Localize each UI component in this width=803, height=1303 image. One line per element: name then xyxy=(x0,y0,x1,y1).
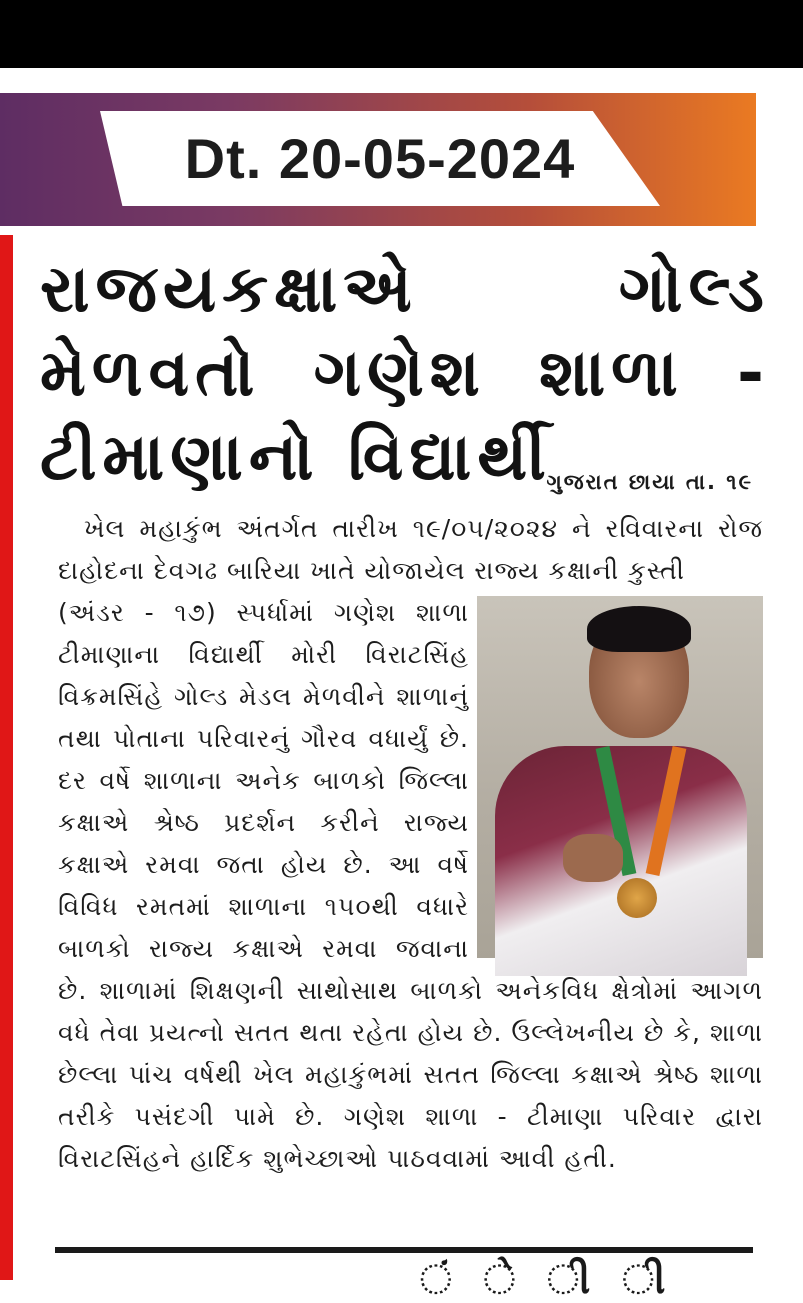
paragraph-lead: ખેલ મહાકુંભ અંતર્ગત તારીખ ૧૯/૦૫/૨૦૨૪ ને રવિવારના રોજ દાહોદના દેવગઢ બારિયા ખાતે યોજાયેલ રાજ્ય કક્ષાની કુસ્તી xyxy=(58,514,763,585)
photo-hand xyxy=(563,834,623,882)
article-byline: ગુજરાત છાયા તા. ૧૯ xyxy=(546,470,753,494)
article-lead-text xyxy=(58,508,763,592)
student-portrait-photo xyxy=(477,596,763,958)
paragraph-continuation: (અંડર - ૧૭) સ્પર્ધામાં ગણેશ શાળા ટીમાણાના વિદ્યાર્થી મોરી વિરાટસિંહ વિક્રમસિંહે ગોલ્ડ મેડલ મેળવીને શાળાનું તથા પોતાના પરિવારનું ગૌરવ વધાર્યું છે. દર વર્ષે શાળાના અનેક બાળકો જિલ્લા કક્ષાએ શ્રેષ્ઠ પ્રદર્શન કરીને રાજ્ય કક્ષાએ રમવા જતા હોય છે. આ વર્ષે વિવિધ રમતમાં શાળાના ૧૫૦થી વધારે બાળકો રાજ્ય કક્ષાએ રમવા જવાના છે. શાળામાં શિક્ષણની સાથોસાથ બાળકો અનેકવિધ ક્ષેત્રોમાં આગળ વધે તેવા પ્રયત્નો સતત થતા રહેતા હોય છે. ઉલ્લેખનીય છે કે, શાળા છેલ્લા પાંચ વર્ષથી ખેલ મહાકુંભમાં સતત જિલ્લા કક્ષાએ શ્રેષ્ઠ શાળા તરીકે પસંદગી પામે છે. ગણેશ શાળા - ટીમાણા પરિવાર દ્વારા વિરાટસિંહને હાર્દિક શુભેચ્છાઓ પાઠવવામાં આવી હતી. xyxy=(58,598,763,1173)
article-headline: રાજયકક્ષાએ ગોલ્ડ મેળવતો ગણેશ શાળા - ટીમાણાનો વિદ્યાર્થી xyxy=(40,252,770,495)
date-banner xyxy=(0,93,756,226)
next-headline-cutoff xyxy=(420,1257,720,1303)
next-headline-fragment: ં ે ી ી xyxy=(420,1257,688,1303)
bottom-divider-rule xyxy=(55,1247,753,1253)
top-black-bar xyxy=(0,0,803,68)
article-body xyxy=(58,508,763,1180)
left-red-border xyxy=(0,235,13,1280)
photo-hair xyxy=(587,606,691,652)
publication-date: Dt. 20-05-2024 xyxy=(184,127,576,190)
gold-medal-icon xyxy=(617,878,657,918)
